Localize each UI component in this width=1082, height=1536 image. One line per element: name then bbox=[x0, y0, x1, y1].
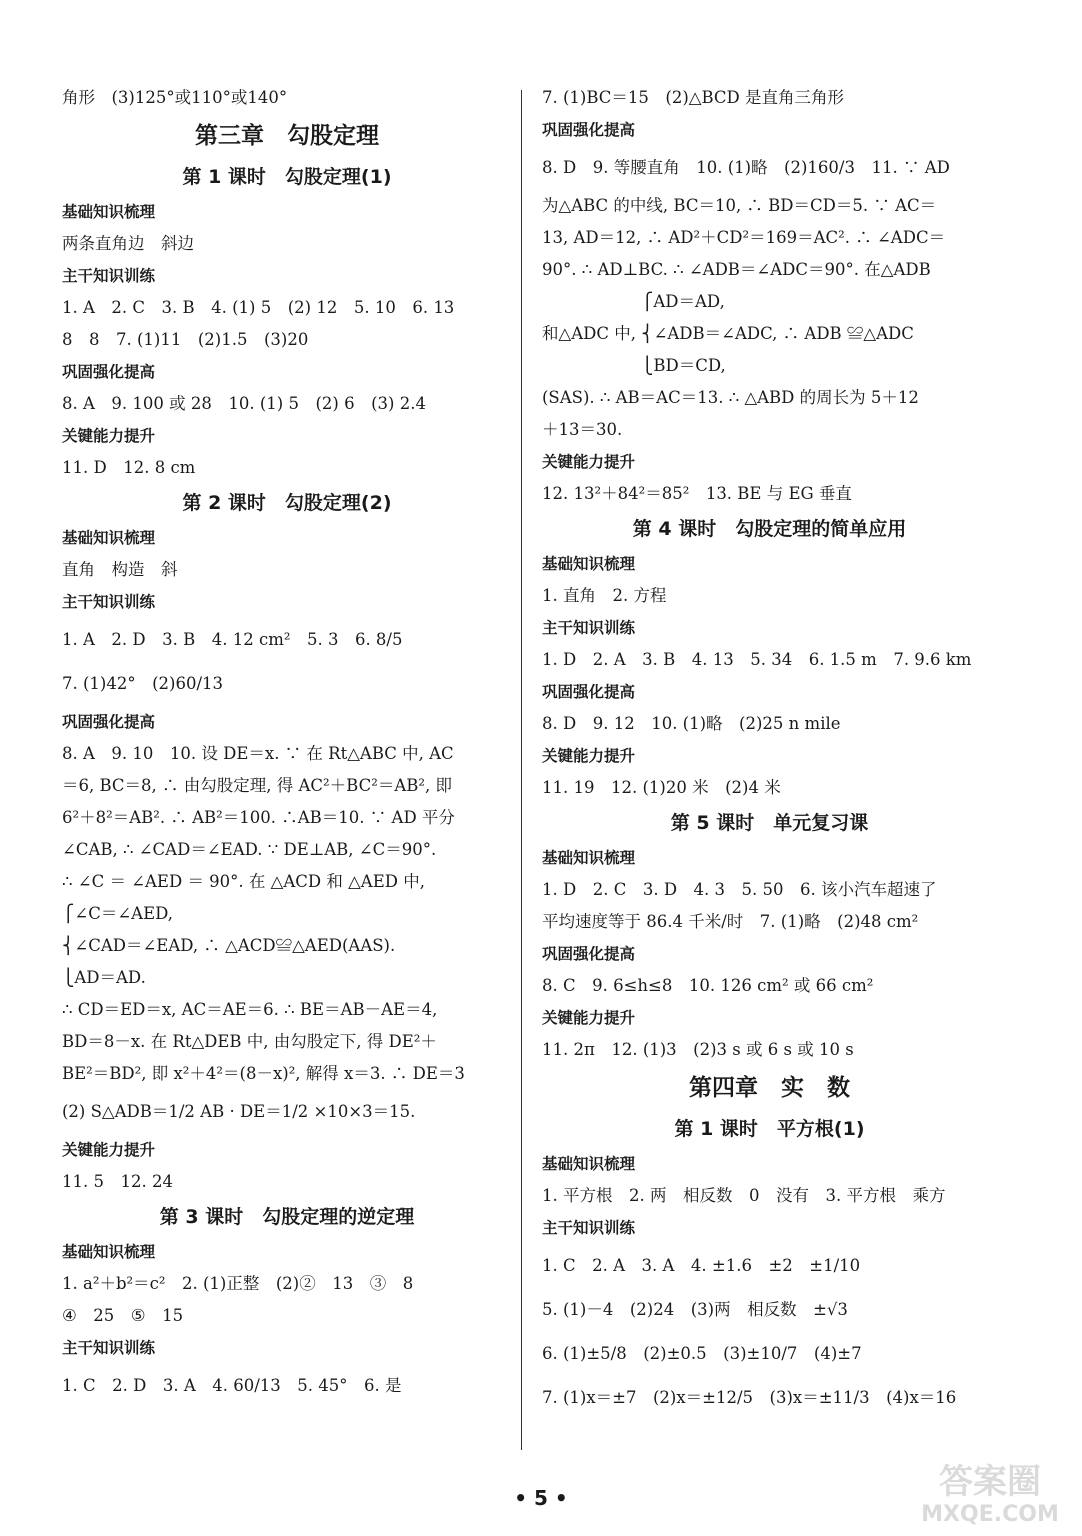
answer-line: 8. D 9. 等腰直角 10. (1)略 (2)160/3 11. ∵ AD bbox=[542, 158, 950, 177]
answer-line: 1. D 2. C 3. D 4. 3 5. 50 6. 该小汽车超速了 bbox=[542, 880, 937, 899]
lesson-title: 第 1 课时 平方根(1) bbox=[674, 1118, 865, 1140]
section-heading: 基础知识梳理 bbox=[542, 555, 636, 573]
section-heading: 关键能力提升 bbox=[542, 747, 636, 765]
answer-line: 角形 (3)125°或110°或140° bbox=[62, 88, 288, 107]
answer-line: 1. a²＋b²＝c² 2. (1)正整 (2)② 13 ③ 8 bbox=[62, 1274, 414, 1293]
answer-line: 8. D 9. 12 10. (1)略 (2)25 n mile bbox=[542, 714, 841, 733]
right-column bbox=[542, 82, 997, 1420]
answer-line: ⎩BD＝CD, bbox=[542, 356, 726, 375]
answer-line: 13, AD＝12, ∴ AD²＋CD²＝169＝AC². ∴ ∠ADC＝ bbox=[542, 228, 946, 247]
answer-line: 7. (1)x＝±7 (2)x＝±12/5 (3)x＝±11/3 (4)x＝16 bbox=[542, 1388, 957, 1407]
answer-line: ∠CAB, ∴ ∠CAD＝∠EAD. ∵ DE⊥AB, ∠C＝90°. bbox=[62, 840, 437, 859]
answer-line: ⎩AD＝AD. bbox=[62, 968, 146, 987]
answer-line: 6. (1)±5/8 (2)±0.5 (3)±10/7 (4)±7 bbox=[542, 1344, 862, 1363]
answer-line: 和△ADC 中, ⎨∠ADB＝∠ADC, ∴ ADB ≌△ADC bbox=[542, 324, 914, 343]
section-heading: 巩固强化提高 bbox=[542, 121, 636, 139]
section-heading: 主干知识训练 bbox=[62, 593, 156, 611]
answer-line: 8. A 9. 10 10. 设 DE＝x. ∵ 在 Rt△ABC 中, AC bbox=[62, 744, 454, 763]
section-heading: 基础知识梳理 bbox=[62, 529, 156, 547]
lesson-title: 第 4 课时 勾股定理的简单应用 bbox=[632, 518, 907, 540]
watermark-logo bbox=[915, 1455, 1065, 1527]
answer-line: (2) S△ADB＝1/2 AB · DE＝1/2 ×10×3＝15. bbox=[62, 1102, 416, 1121]
answer-line: 5. (1)－4 (2)24 (3)两 相反数 ±√3 bbox=[542, 1300, 848, 1319]
answer-line: BD＝8－x. 在 Rt△DEB 中, 由勾股定下, 得 DE²＋ bbox=[62, 1032, 437, 1051]
answer-line: 8. C 9. 6≤h≤8 10. 126 cm² 或 66 cm² bbox=[542, 976, 874, 995]
answer-line: ＝6, BC＝8, ∴ 由勾股定理, 得 AC²＋BC²＝AB², 即 bbox=[62, 776, 452, 795]
answer-line: 1. 直角 2. 方程 bbox=[542, 586, 667, 605]
answer-line: 1. D 2. A 3. B 4. 13 5. 34 6. 1.5 m 7. 9.6 km bbox=[542, 650, 972, 669]
section-heading: 基础知识梳理 bbox=[542, 849, 636, 867]
section-heading: 关键能力提升 bbox=[542, 453, 636, 471]
column-divider bbox=[521, 90, 522, 1450]
answer-line: (SAS). ∴ AB＝AC＝13. ∴ △ABD 的周长为 5＋12 bbox=[542, 388, 919, 407]
answer-line: BE²＝BD², 即 x²＋4²＝(8－x)², 解得 x＝3. ∴ DE＝3 bbox=[62, 1064, 465, 1083]
lesson-title: 第 1 课时 勾股定理(1) bbox=[182, 166, 392, 188]
lesson-title: 第 2 课时 勾股定理(2) bbox=[182, 492, 392, 514]
lesson-title: 第 3 课时 勾股定理的逆定理 bbox=[159, 1206, 415, 1228]
answer-line: 两条直角边 斜边 bbox=[62, 234, 194, 253]
section-heading: 关键能力提升 bbox=[542, 1009, 636, 1027]
answer-line: 1. 平方根 2. 两 相反数 0 没有 3. 平方根 乘方 bbox=[542, 1186, 946, 1205]
section-heading: 基础知识梳理 bbox=[62, 203, 156, 221]
answer-line: 1. C 2. A 3. A 4. ±1.6 ±2 ±1/10 bbox=[542, 1256, 861, 1275]
section-heading: 巩固强化提高 bbox=[542, 683, 636, 701]
section-heading: 基础知识梳理 bbox=[542, 1155, 636, 1173]
answer-line: ④ 25 ⑤ 15 bbox=[62, 1306, 184, 1325]
answer-line: 90°. ∴ AD⊥BC. ∴ ∠ADB＝∠ADC＝90°. 在△ADB bbox=[542, 260, 931, 279]
watermark-top: 答案圈 bbox=[939, 1462, 1041, 1502]
answer-line: 8 8 7. (1)11 (2)1.5 (3)20 bbox=[62, 330, 309, 349]
answer-line: 1. A 2. C 3. B 4. (1) 5 (2) 12 5. 10 6. 13 bbox=[62, 298, 455, 317]
section-heading: 巩固强化提高 bbox=[62, 713, 156, 731]
answer-line: ＋13＝30. bbox=[542, 420, 623, 439]
answer-line: 7. (1)42° (2)60/13 bbox=[62, 674, 224, 693]
answer-line: 8. A 9. 100 或 28 10. (1) 5 (2) 6 (3) 2.4 bbox=[62, 394, 426, 413]
answer-line: 11. 2π 12. (1)3 (2)3 s 或 6 s 或 10 s bbox=[542, 1040, 854, 1059]
section-heading: 主干知识训练 bbox=[62, 267, 156, 285]
chapter-title: 第四章 实 数 bbox=[689, 1075, 850, 1101]
answer-line: 11. 19 12. (1)20 米 (2)4 米 bbox=[542, 778, 781, 797]
section-heading: 主干知识训练 bbox=[542, 1219, 636, 1237]
answer-line: 平均速度等于 86.4 千米/时 7. (1)略 (2)48 cm² bbox=[542, 912, 919, 931]
answer-line: 11. 5 12. 24 bbox=[62, 1172, 173, 1191]
section-heading: 主干知识训练 bbox=[542, 619, 636, 637]
lesson-title: 第 5 课时 单元复习课 bbox=[670, 812, 869, 834]
answer-line: 12. 13²＋84²＝85² 13. BE 与 EG 垂直 bbox=[542, 484, 852, 503]
page-number: • 5 • bbox=[514, 1486, 568, 1510]
answer-line: 6²＋8²＝AB². ∴ AB²＝100. ∴AB＝10. ∵ AD 平分 bbox=[62, 808, 455, 827]
answer-line: ∴ ∠C ＝ ∠AED ＝ 90°. 在 △ACD 和 △AED 中, bbox=[62, 872, 425, 891]
watermark-bottom: MXQE.COM bbox=[921, 1502, 1059, 1527]
answer-line: 为△ABC 的中线, BC＝10, ∴ BD＝CD＝5. ∵ AC＝ bbox=[542, 196, 937, 215]
section-heading: 基础知识梳理 bbox=[62, 1243, 156, 1261]
chapter-title: 第三章 勾股定理 bbox=[195, 123, 379, 149]
section-heading: 巩固强化提高 bbox=[62, 363, 156, 381]
answer-line: 直角 构造 斜 bbox=[62, 560, 178, 579]
answer-line: 1. C 2. D 3. A 4. 60/13 5. 45° 6. 是 bbox=[62, 1376, 402, 1395]
answer-line: 7. (1)BC＝15 (2)△BCD 是直角三角形 bbox=[542, 88, 845, 107]
answer-line: ∴ CD＝ED＝x, AC＝AE＝6. ∴ BE＝AB－AE＝4, bbox=[62, 1000, 438, 1019]
answer-line: 11. D 12. 8 cm bbox=[62, 458, 196, 477]
section-heading: 主干知识训练 bbox=[62, 1339, 156, 1357]
section-heading: 巩固强化提高 bbox=[542, 945, 636, 963]
section-heading: 关键能力提升 bbox=[62, 1141, 156, 1159]
left-column bbox=[62, 82, 512, 1408]
section-heading: 关键能力提升 bbox=[62, 427, 156, 445]
answer-line: ⎧AD＝AD, bbox=[542, 292, 725, 311]
answer-line: ⎨∠CAD＝∠EAD, ∴ △ACD≌△AED(AAS). bbox=[62, 936, 396, 955]
answer-line: 1. A 2. D 3. B 4. 12 cm² 5. 3 6. 8/5 bbox=[62, 630, 403, 649]
answer-line: ⎧∠C＝∠AED, bbox=[62, 904, 173, 923]
